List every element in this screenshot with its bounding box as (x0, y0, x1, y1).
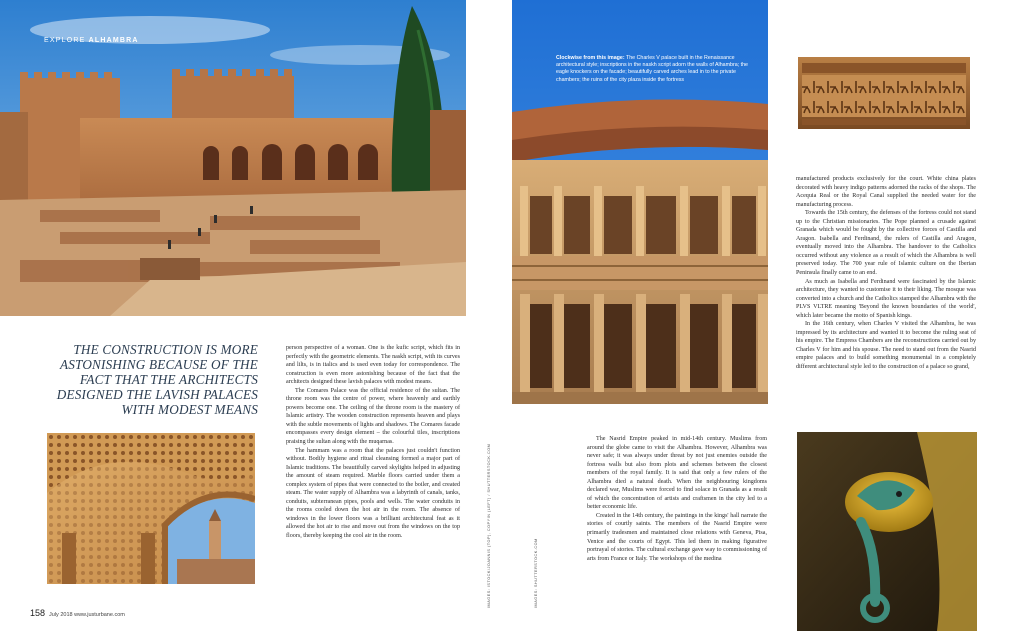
photo-credit-left: IMAGES: ISTOCK/JOANNIS (TOP), COPYIN (LEFT) / SHUTTERSTOCK.COM (487, 443, 491, 608)
paragraph: The hammam was a room that the palaces just couldn't function without. Bodily hygiene and ritual cleansing formed a major part of Islamic traditions. The beautifully carved skylights helped in adjusting the amount of steam required. Marble floors carried under them a complex system of pipes that were connected to the boiler, and created steam. The water supply of Alhambra was a labyrinth of canals, tanks, conduits, subterranean pipes, pools and wells. The water conduits in the rooms cooled down the hot air in the room. The absence of windows in the lower floors was a brilliant architectural feat as it allowed the hot air to rise and move out from the windows on the top floors, thereby keeping the cool air in the room. (286, 447, 460, 540)
paragraph: As much as Isabella and Ferdinand were fascinated by the Islamic architecture, they wanted to customise it to their liking. The mosque was converted into a church and the Catholics stamped the Alhambra with the PLVS VLTRE meaning 'Beyond the known boundaries of the world', which later became the motto of Spanish kings. (796, 278, 976, 319)
paragraph: The Nasrid Empire peaked in mid-14th century. Muslims from around the globe came to visit the Alhambra. However, Alhambra was never safe; it was always under threat by not just enemies outside the fortress walls but also from plots and schemes between the closest members of the royal family. It is said that only a few rulers of the Alhambra died a natural death. When the neighbouring kingdoms declared war, Muslims were forced to find solace in Granada as a result of which the concentration of artists and craftsmen in the city led to a better economic life. (587, 436, 767, 511)
photo-caption: Clockwise from this image: The Charles V palace built in the Renaissance architectural style; inscriptions in the naskh script adorn the walls of Alhambra; the eagle knockers on the facade; beautifully carved arches lead in to the private chambers; the ruins of the city plaza inside the fortress (556, 55, 748, 83)
photo-naskh-inscription (798, 57, 970, 129)
photo-carved-arches (47, 433, 255, 584)
article-column-3 (796, 175, 976, 372)
page-folio: 158 July 2018 www.justurbane.com (30, 608, 125, 618)
paragraph: The Comares Palace was the official residence of the sultan. The throne room was the centre of power, where heavenly and earthly powers become one. The ceiling of the throne room is the mastery of Islamic artistry. The wooden construction represents heaven and plays with the subtle movements of lights and shadows. The Comares facade encompasses every design element – the colourful tiles, inscriptions praising the sultan along with the muqarnas. (286, 387, 460, 446)
photo-credit-right: IMAGES: SHUTTERSTOCK.COM (534, 538, 538, 608)
photo-alcazaba-ruins (0, 0, 466, 316)
pull-quote: THE CONSTRUCTION IS MORE ASTONISHING BECAUSE OF THE FACT THAT THE ARCHITECTS DESIGNED THE LAVISH PALACES WITH MODEST MEANS (56, 342, 258, 417)
paragraph: Towards the 15th century, the defenses of the fortress could not stand up to the Christian missionaries. The Pope planned a crusade against Granada which would be fought by the collective forces of Castilla and Aragon. Isabella and Ferdinand, the rulers of Castilla and Aragon, eventually moved into the Alhambra. The handover to the Catholics occurred without any violence as a result of which the Alhambra is well preserved today. The 700 year rule of Islamic culture on the Iberian Peninsula finally came to an end. (796, 210, 976, 277)
article-column-2 (587, 435, 767, 563)
paragraph: person perspective of a woman. One is the kufic script, which fits in perfectly with the geometric elements. The naskh script, with its curves and lilts, is in italics and is used even today for correspondence. The construction is even more astonishing because of the fact that the architects designed these lavish palaces with modest means. (286, 345, 460, 386)
paragraph: In the 16th century, when Charles V visited the Alhambra, he was impressed by its architecture and wanted it to become the ruling seat of his empire. The Empress Chambers are the reconstructions carried out by Charles V for him and his spouse. The need to stand out from the Nasrid empire palaces and to build something monumental in a completely different architectural style led to the construction of a palace so grand, (796, 321, 976, 371)
paragraph: Created in the 14th century, the paintings in the kings' hall narrate the stories of courtly saints. The members of the Nasrid Empire were primarily tradesmen and maintained close relations with Geneva, Pisa, Venice and the courts of Egypt. This led them in making figurative portrayal of stories. The cultural exchange gave way to commissioning of arts from France or Italy. The workshops of the medina (587, 512, 767, 562)
article-column-1 (286, 344, 460, 541)
photo-eagle-knocker (797, 432, 977, 631)
section-label: EXPLORE ALHAMBRA (44, 37, 139, 44)
paragraph: manufactured products exclusively for the court. White china plates decorated with heavy indigo patterns adorned the racks of the shops. The Acequia Real or the Royal Canal supplied the needed water for the manufacturing process. (796, 176, 976, 208)
